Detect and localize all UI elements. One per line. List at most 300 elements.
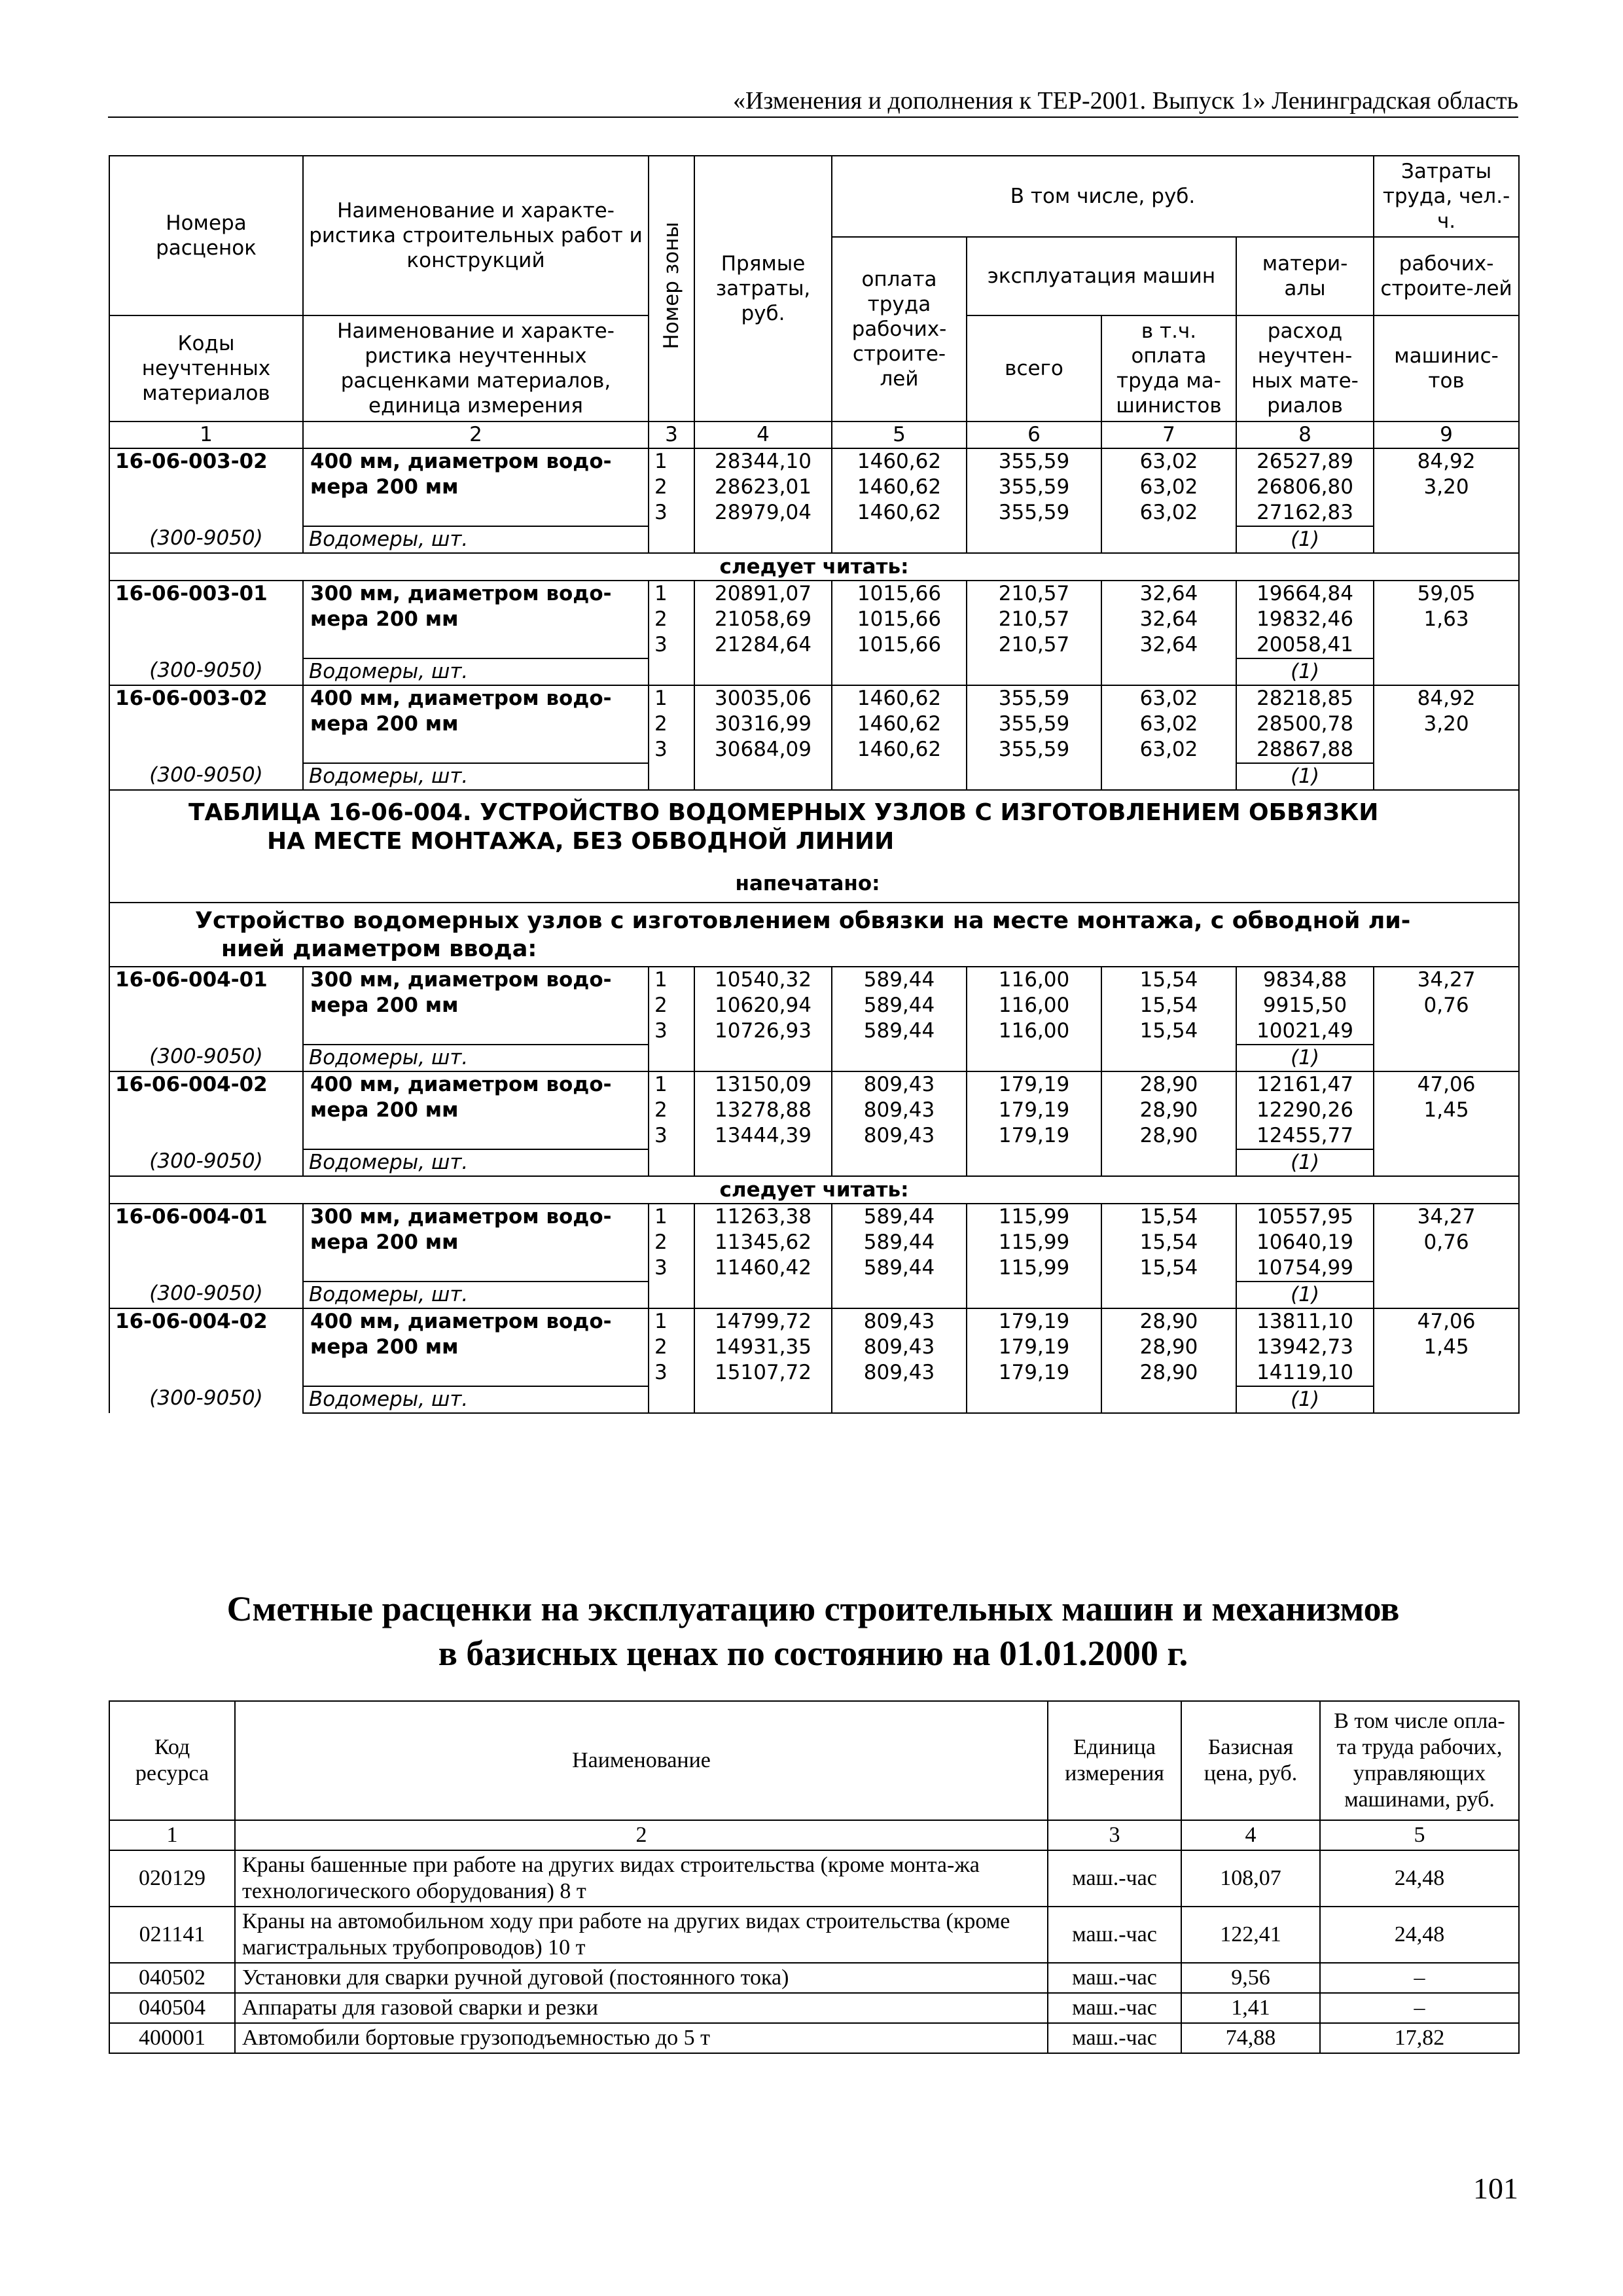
rate-code: 16-06-004-02 [115, 1073, 268, 1096]
material-name: Водомеры, шт. [303, 1149, 649, 1176]
resource-unit: маш.-час [1048, 1963, 1181, 1993]
value-cell: 809,43 [832, 1123, 967, 1176]
value-cell: 28344,10 [694, 448, 832, 475]
value-cell: 28,90 [1101, 1123, 1236, 1176]
rate-name-line: 400 мм, диаметром водо- [310, 450, 612, 473]
value-cell: 115,99 [967, 1204, 1101, 1230]
value-cell: 15,54 [1101, 1230, 1236, 1255]
value-cell: 115,99 [967, 1255, 1101, 1308]
zone-cell: 1 [649, 448, 694, 475]
value-cell: 32,64 [1101, 632, 1236, 685]
value-cell: 116,00 [967, 1018, 1101, 1071]
material-code: (300-9050) [149, 526, 263, 550]
value-cell: 589,44 [832, 1255, 967, 1308]
header-materials: матери-алы [1236, 237, 1374, 315]
header-name-works: Наименование и характе-ристика строительных работ и конструкций [303, 156, 649, 315]
rate-name-line: мера 200 мм [310, 1098, 459, 1122]
rate-name [303, 967, 649, 1045]
value-cell: 63,02 [1101, 711, 1236, 737]
resource-name: Краны на автомобильном ходу при работе на других видах строительства (кроме магистральных трубопроводов) 10 т [235, 1907, 1048, 1963]
value-cell: 355,59 [967, 475, 1101, 500]
rate-name-line: 300 мм, диаметром водо- [310, 968, 612, 992]
value-cell: 10726,93 [694, 1018, 832, 1071]
value-cell: 809,43 [832, 1360, 967, 1413]
header-incl: В том числе, руб. [832, 156, 1374, 237]
value-cell: 20891,07 [694, 581, 832, 607]
zone-cell: 2 [649, 993, 694, 1018]
value-cell: 15,54 [1101, 1018, 1236, 1071]
value-cell: 210,57 [967, 581, 1101, 607]
material-qty: (1) [1236, 1149, 1374, 1176]
value-cell: 0,76 [1374, 1230, 1519, 1255]
machines-header-row [109, 1701, 1519, 1820]
value-cell: 19832,46 [1236, 607, 1374, 632]
rate-name-line: мера 200 мм [310, 1335, 459, 1359]
col-number: 5 [1320, 1820, 1519, 1850]
value-cell: 10540,32 [694, 967, 832, 993]
col-number: 2 [235, 1820, 1048, 1850]
machine-row [109, 1963, 1519, 1993]
zone-cell: 3 [649, 500, 694, 553]
zone-cell: 3 [649, 1018, 694, 1071]
header-machines: эксплуатация машин [967, 237, 1236, 315]
value-cell: 12455,77 [1236, 1123, 1374, 1149]
zone-cell: 1 [649, 1071, 694, 1098]
value-cell [1374, 1255, 1519, 1308]
value-cell: 179,19 [967, 1071, 1101, 1098]
col-number: 2 [303, 422, 649, 448]
zone-cell: 1 [649, 581, 694, 607]
value-cell [1374, 632, 1519, 685]
resource-price: 1,41 [1181, 1993, 1320, 2023]
section-title-line-1: Сметные расценки на эксплуатацию строительных машин и механизмов [226, 1589, 1400, 1628]
value-cell: 10557,95 [1236, 1204, 1374, 1230]
material-name: Водомеры, шт. [303, 1282, 649, 1308]
value-cell: 15,54 [1101, 1255, 1236, 1308]
value-cell: 589,44 [832, 1018, 967, 1071]
section-title [108, 1587, 1518, 1676]
value-cell: 13278,88 [694, 1098, 832, 1123]
value-cell: 15,54 [1101, 1204, 1236, 1230]
value-cell: 589,44 [832, 1204, 967, 1230]
table-title-line: ТАБЛИЦА 16-06-004. УСТРОЙСТВО ВОДОМЕРНЫХ УЗЛОВ С ИЗГОТОВЛЕНИЕМ ОБВЯЗКИ [188, 799, 1379, 826]
rate-name [303, 448, 649, 526]
header-zone-text: Номер зоны [660, 222, 683, 350]
rate-code-cell [109, 1308, 303, 1413]
rate-code: 16-06-003-01 [115, 582, 268, 605]
rate-name-line: 300 мм, диаметром водо- [310, 1205, 612, 1229]
col-number: 9 [1374, 422, 1519, 448]
rate-code-cell [109, 1071, 303, 1176]
value-cell: 14119,10 [1236, 1360, 1374, 1386]
material-code: (300-9050) [149, 1149, 263, 1173]
rate-code: 16-06-004-02 [115, 1310, 268, 1333]
value-cell: 10620,94 [694, 993, 832, 1018]
value-cell: 63,02 [1101, 685, 1236, 711]
material-qty: (1) [1236, 763, 1374, 790]
material-name: Водомеры, шт. [303, 526, 649, 553]
header-zone [649, 156, 694, 422]
material-code: (300-9050) [149, 1045, 263, 1068]
value-cell: 11345,62 [694, 1230, 832, 1255]
value-cell: 355,59 [967, 737, 1101, 790]
value-cell: 12290,26 [1236, 1098, 1374, 1123]
header-workers: рабочих-строите-лей [1374, 237, 1519, 315]
value-cell: 1460,62 [832, 475, 967, 500]
header-consumption: расход неучтен-ных мате-риалов [1236, 315, 1374, 422]
zone-cell: 3 [649, 1123, 694, 1176]
value-cell: 26527,89 [1236, 448, 1374, 475]
value-cell: 30684,09 [694, 737, 832, 790]
col-number: 6 [967, 422, 1101, 448]
value-cell: 210,57 [967, 632, 1101, 685]
value-cell: 589,44 [832, 967, 967, 993]
rate-row [109, 967, 1519, 993]
resource-wages: – [1320, 1963, 1519, 1993]
machines-table [109, 1700, 1520, 2054]
value-cell: 10640,19 [1236, 1230, 1374, 1255]
rate-code-cell [109, 1204, 303, 1308]
value-cell: 809,43 [832, 1071, 967, 1098]
value-cell: 84,92 [1374, 448, 1519, 475]
zone-cell: 3 [649, 737, 694, 790]
value-cell: 21284,64 [694, 632, 832, 685]
value-cell: 116,00 [967, 993, 1101, 1018]
rate-code: 16-06-004-01 [115, 1205, 268, 1229]
rate-name [303, 685, 649, 763]
value-cell: 1015,66 [832, 607, 967, 632]
rates-table [109, 155, 1520, 1414]
value-cell: 15,54 [1101, 967, 1236, 993]
value-cell: 179,19 [967, 1308, 1101, 1335]
value-cell: 1015,66 [832, 632, 967, 685]
value-cell: 28,90 [1101, 1071, 1236, 1098]
header-resource-name: Наименование [235, 1701, 1048, 1820]
should-read-label: следует читать: [109, 1176, 1519, 1204]
resource-name: Аппараты для газовой сварки и резки [235, 1993, 1048, 2023]
rate-code-cell [109, 967, 303, 1071]
header-row-1 [109, 156, 1519, 237]
resource-unit: маш.-час [1048, 2023, 1181, 2053]
material-name: Водомеры, шт. [303, 658, 649, 685]
value-cell: 116,00 [967, 967, 1101, 993]
value-cell: 179,19 [967, 1360, 1101, 1413]
value-cell: 179,19 [967, 1098, 1101, 1123]
column-numbers-row [109, 422, 1519, 448]
rate-row [109, 581, 1519, 607]
zone-cell: 3 [649, 1255, 694, 1308]
value-cell: 27162,83 [1236, 500, 1374, 526]
value-cell [1374, 737, 1519, 790]
zone-cell: 3 [649, 632, 694, 685]
subtitle-line: Устройство водомерных узлов с изготовлением обвязки на месте монтажа, с обводной ли- [195, 908, 1411, 934]
value-cell [1374, 500, 1519, 553]
value-cell: 1460,62 [832, 711, 967, 737]
resource-name: Автомобили бортовые грузоподъемностью до 5 т [235, 2023, 1048, 2053]
material-qty: (1) [1236, 1045, 1374, 1071]
machine-row [109, 2023, 1519, 2053]
header-labor-costs: Затраты труда, чел.-ч. [1374, 156, 1519, 237]
col-number: 1 [109, 422, 303, 448]
col-number: 3 [649, 422, 694, 448]
value-cell: 84,92 [1374, 685, 1519, 711]
value-cell: 1460,62 [832, 685, 967, 711]
resource-name: Установки для сварки ручной дуговой (постоянного тока) [235, 1963, 1048, 1993]
value-cell: 30035,06 [694, 685, 832, 711]
should-read-label-row [109, 1176, 1519, 1204]
resource-code: 040502 [109, 1963, 235, 1993]
rate-code: 16-06-003-02 [115, 450, 268, 473]
rate-code-cell [109, 448, 303, 553]
value-cell: 355,59 [967, 711, 1101, 737]
value-cell [1374, 1018, 1519, 1071]
value-cell: 30316,99 [694, 711, 832, 737]
value-cell: 210,57 [967, 607, 1101, 632]
header-resource-code: Код ресурса [109, 1701, 235, 1820]
value-cell: 809,43 [832, 1308, 967, 1335]
page-number: 101 [1473, 2172, 1518, 2205]
machine-row [109, 1907, 1519, 1963]
value-cell: 11460,42 [694, 1255, 832, 1308]
value-cell: 1,45 [1374, 1335, 1519, 1360]
material-name: Водомеры, шт. [303, 1386, 649, 1413]
value-cell: 115,99 [967, 1230, 1101, 1255]
rate-row [109, 448, 1519, 475]
resource-price: 122,41 [1181, 1907, 1320, 1963]
resource-name: Краны башенные при работе на других видах строительства (кроме монта-жа технологического оборудования) 8 т [235, 1850, 1048, 1907]
resource-price: 74,88 [1181, 2023, 1320, 2053]
zone-cell: 2 [649, 711, 694, 737]
rate-code-cell [109, 581, 303, 685]
rate-row [109, 1308, 1519, 1335]
section-title-line-2: в базисных ценах по состоянию на 01.01.2000 г. [438, 1634, 1188, 1673]
col-number: 4 [1181, 1820, 1320, 1850]
resource-code: 021141 [109, 1907, 235, 1963]
value-cell: 10754,99 [1236, 1255, 1374, 1282]
zone-cell: 2 [649, 1098, 694, 1123]
header-incl-operators: в т.ч. оплата труда ма-шинистов [1101, 315, 1236, 422]
should-read-label: следует читать: [109, 553, 1519, 581]
rate-name-line: мера 200 мм [310, 607, 459, 631]
value-cell: 1,63 [1374, 607, 1519, 632]
resource-unit: маш.-час [1048, 1907, 1181, 1963]
material-qty: (1) [1236, 658, 1374, 685]
value-cell: 21058,69 [694, 607, 832, 632]
table-title-line: НА МЕСТЕ МОНТАЖА, БЕЗ ОБВОДНОЙ ЛИНИИ [267, 828, 895, 855]
value-cell: 63,02 [1101, 500, 1236, 553]
value-cell: 63,02 [1101, 475, 1236, 500]
value-cell: 15,54 [1101, 993, 1236, 1018]
value-cell: 809,43 [832, 1098, 967, 1123]
value-cell: 28500,78 [1236, 711, 1374, 737]
value-cell: 3,20 [1374, 711, 1519, 737]
value-cell: 9915,50 [1236, 993, 1374, 1018]
value-cell: 589,44 [832, 1230, 967, 1255]
table-subtitle [109, 903, 1519, 967]
value-cell: 28218,85 [1236, 685, 1374, 711]
value-cell: 12161,47 [1236, 1071, 1374, 1098]
value-cell: 14931,35 [694, 1335, 832, 1360]
value-cell: 3,20 [1374, 475, 1519, 500]
value-cell: 32,64 [1101, 581, 1236, 607]
material-code: (300-9050) [149, 1282, 263, 1305]
value-cell: 179,19 [967, 1123, 1101, 1176]
header-rule [108, 117, 1518, 118]
value-cell: 589,44 [832, 993, 967, 1018]
value-cell: 1460,62 [832, 737, 967, 790]
value-cell: 355,59 [967, 685, 1101, 711]
machine-row [109, 1850, 1519, 1907]
rate-row [109, 1071, 1519, 1098]
value-cell: 809,43 [832, 1335, 967, 1360]
header-base-price: Базисная цена, руб. [1181, 1701, 1320, 1820]
header-name-unaccounted: Наименование и характе-ристика неучтенных расценками материалов, единица измерения [303, 315, 649, 422]
header-operators: машинис-тов [1374, 315, 1519, 422]
value-cell: 1015,66 [832, 581, 967, 607]
rate-name-line: 400 мм, диаметром водо- [310, 1073, 612, 1096]
rate-row [109, 685, 1519, 711]
resource-code: 040504 [109, 1993, 235, 2023]
value-cell: 20058,41 [1236, 632, 1374, 658]
col-number: 7 [1101, 422, 1236, 448]
zone-cell: 2 [649, 475, 694, 500]
value-cell: 0,76 [1374, 993, 1519, 1018]
value-cell: 47,06 [1374, 1071, 1519, 1098]
resource-wages: – [1320, 1993, 1519, 2023]
resource-price: 108,07 [1181, 1850, 1320, 1907]
value-cell: 28,90 [1101, 1098, 1236, 1123]
col-number: 3 [1048, 1820, 1181, 1850]
header-unit: Единица измерения [1048, 1701, 1181, 1820]
material-name: Водомеры, шт. [303, 1045, 649, 1071]
value-cell: 13942,73 [1236, 1335, 1374, 1360]
rate-row [109, 1204, 1519, 1230]
zone-cell: 2 [649, 607, 694, 632]
header-codes-unaccounted: Коды неучтенных материалов [109, 315, 303, 422]
resource-unit: маш.-час [1048, 1850, 1181, 1907]
should-read-label-row [109, 553, 1519, 581]
value-cell: 13811,10 [1236, 1308, 1374, 1335]
printed-label: напечатано: [735, 872, 880, 895]
value-cell: 355,59 [967, 500, 1101, 553]
col-number: 8 [1236, 422, 1374, 448]
rate-name [303, 1071, 649, 1149]
machines-column-numbers-row [109, 1820, 1519, 1850]
subtitle-line: нией диаметром ввода: [221, 936, 537, 962]
material-code: (300-9050) [149, 763, 263, 787]
value-cell: 15107,72 [694, 1360, 832, 1413]
value-cell: 34,27 [1374, 1204, 1519, 1230]
material-qty: (1) [1236, 526, 1374, 553]
value-cell: 32,64 [1101, 607, 1236, 632]
header-total: всего [967, 315, 1101, 422]
value-cell: 1460,62 [832, 448, 967, 475]
resource-price: 9,56 [1181, 1963, 1320, 1993]
value-cell [1374, 1360, 1519, 1413]
value-cell: 13444,39 [694, 1123, 832, 1176]
value-cell: 1460,62 [832, 500, 967, 553]
header-wages: оплата труда рабочих-строите-лей [832, 237, 967, 422]
rate-name [303, 1308, 649, 1386]
running-header: «Изменения и дополнения к ТЕР-2001. Выпуск 1» Ленинградская область [732, 87, 1518, 115]
value-cell: 10021,49 [1236, 1018, 1374, 1045]
value-cell: 1,45 [1374, 1098, 1519, 1123]
zone-cell: 2 [649, 1230, 694, 1255]
resource-wages: 24,48 [1320, 1907, 1519, 1963]
rate-name [303, 1204, 649, 1282]
rate-name-line: мера 200 мм [310, 1230, 459, 1254]
rate-code: 16-06-004-01 [115, 968, 268, 992]
material-code: (300-9050) [149, 1386, 263, 1410]
header-direct-costs: Прямые затраты, руб. [694, 156, 832, 422]
col-number: 1 [109, 1820, 235, 1850]
value-cell: 355,59 [967, 448, 1101, 475]
value-cell: 28979,04 [694, 500, 832, 553]
value-cell [1374, 1123, 1519, 1176]
subtitle-row [109, 903, 1519, 967]
zone-cell: 1 [649, 967, 694, 993]
rate-name-line: 300 мм, диаметром водо- [310, 582, 612, 605]
value-cell: 28,90 [1101, 1360, 1236, 1413]
rate-name-line: 400 мм, диаметром водо- [310, 1310, 612, 1333]
resource-wages: 17,82 [1320, 2023, 1519, 2053]
value-cell: 63,02 [1101, 737, 1236, 790]
zone-cell: 2 [649, 1335, 694, 1360]
rate-name-line: мера 200 мм [310, 475, 459, 499]
value-cell: 13150,09 [694, 1071, 832, 1098]
value-cell: 47,06 [1374, 1308, 1519, 1335]
rate-name-line: мера 200 мм [310, 712, 459, 736]
material-name: Водомеры, шт. [303, 763, 649, 790]
resource-code: 400001 [109, 2023, 235, 2053]
table-title-row [109, 790, 1519, 903]
rate-code: 16-06-003-02 [115, 687, 268, 710]
resource-unit: маш.-час [1048, 1993, 1181, 2023]
resource-wages: 24,48 [1320, 1850, 1519, 1907]
value-cell: 34,27 [1374, 967, 1519, 993]
value-cell: 14799,72 [694, 1308, 832, 1335]
material-qty: (1) [1236, 1386, 1374, 1413]
rate-name-line: 400 мм, диаметром водо- [310, 687, 612, 710]
header-operator-wages: В том числе опла-та труда рабочих, управляющих машинами, руб. [1320, 1701, 1519, 1820]
value-cell: 28867,88 [1236, 737, 1374, 763]
rate-name [303, 581, 649, 658]
machine-row [109, 1993, 1519, 2023]
rate-name-line: мера 200 мм [310, 994, 459, 1017]
zone-cell: 1 [649, 1308, 694, 1335]
material-qty: (1) [1236, 1282, 1374, 1308]
col-number: 4 [694, 422, 832, 448]
value-cell: 28,90 [1101, 1335, 1236, 1360]
value-cell: 59,05 [1374, 581, 1519, 607]
value-cell: 19664,84 [1236, 581, 1374, 607]
value-cell: 26806,80 [1236, 475, 1374, 500]
col-number: 5 [832, 422, 967, 448]
value-cell: 11263,38 [694, 1204, 832, 1230]
zone-cell: 3 [649, 1360, 694, 1413]
table-title [109, 790, 1519, 903]
value-cell: 9834,88 [1236, 967, 1374, 993]
value-cell: 63,02 [1101, 448, 1236, 475]
zone-cell: 1 [649, 1204, 694, 1230]
value-cell: 28623,01 [694, 475, 832, 500]
value-cell: 28,90 [1101, 1308, 1236, 1335]
value-cell: 179,19 [967, 1335, 1101, 1360]
header-rate-numbers: Номера расценок [109, 156, 303, 315]
zone-cell: 1 [649, 685, 694, 711]
resource-code: 020129 [109, 1850, 235, 1907]
material-code: (300-9050) [149, 658, 263, 682]
